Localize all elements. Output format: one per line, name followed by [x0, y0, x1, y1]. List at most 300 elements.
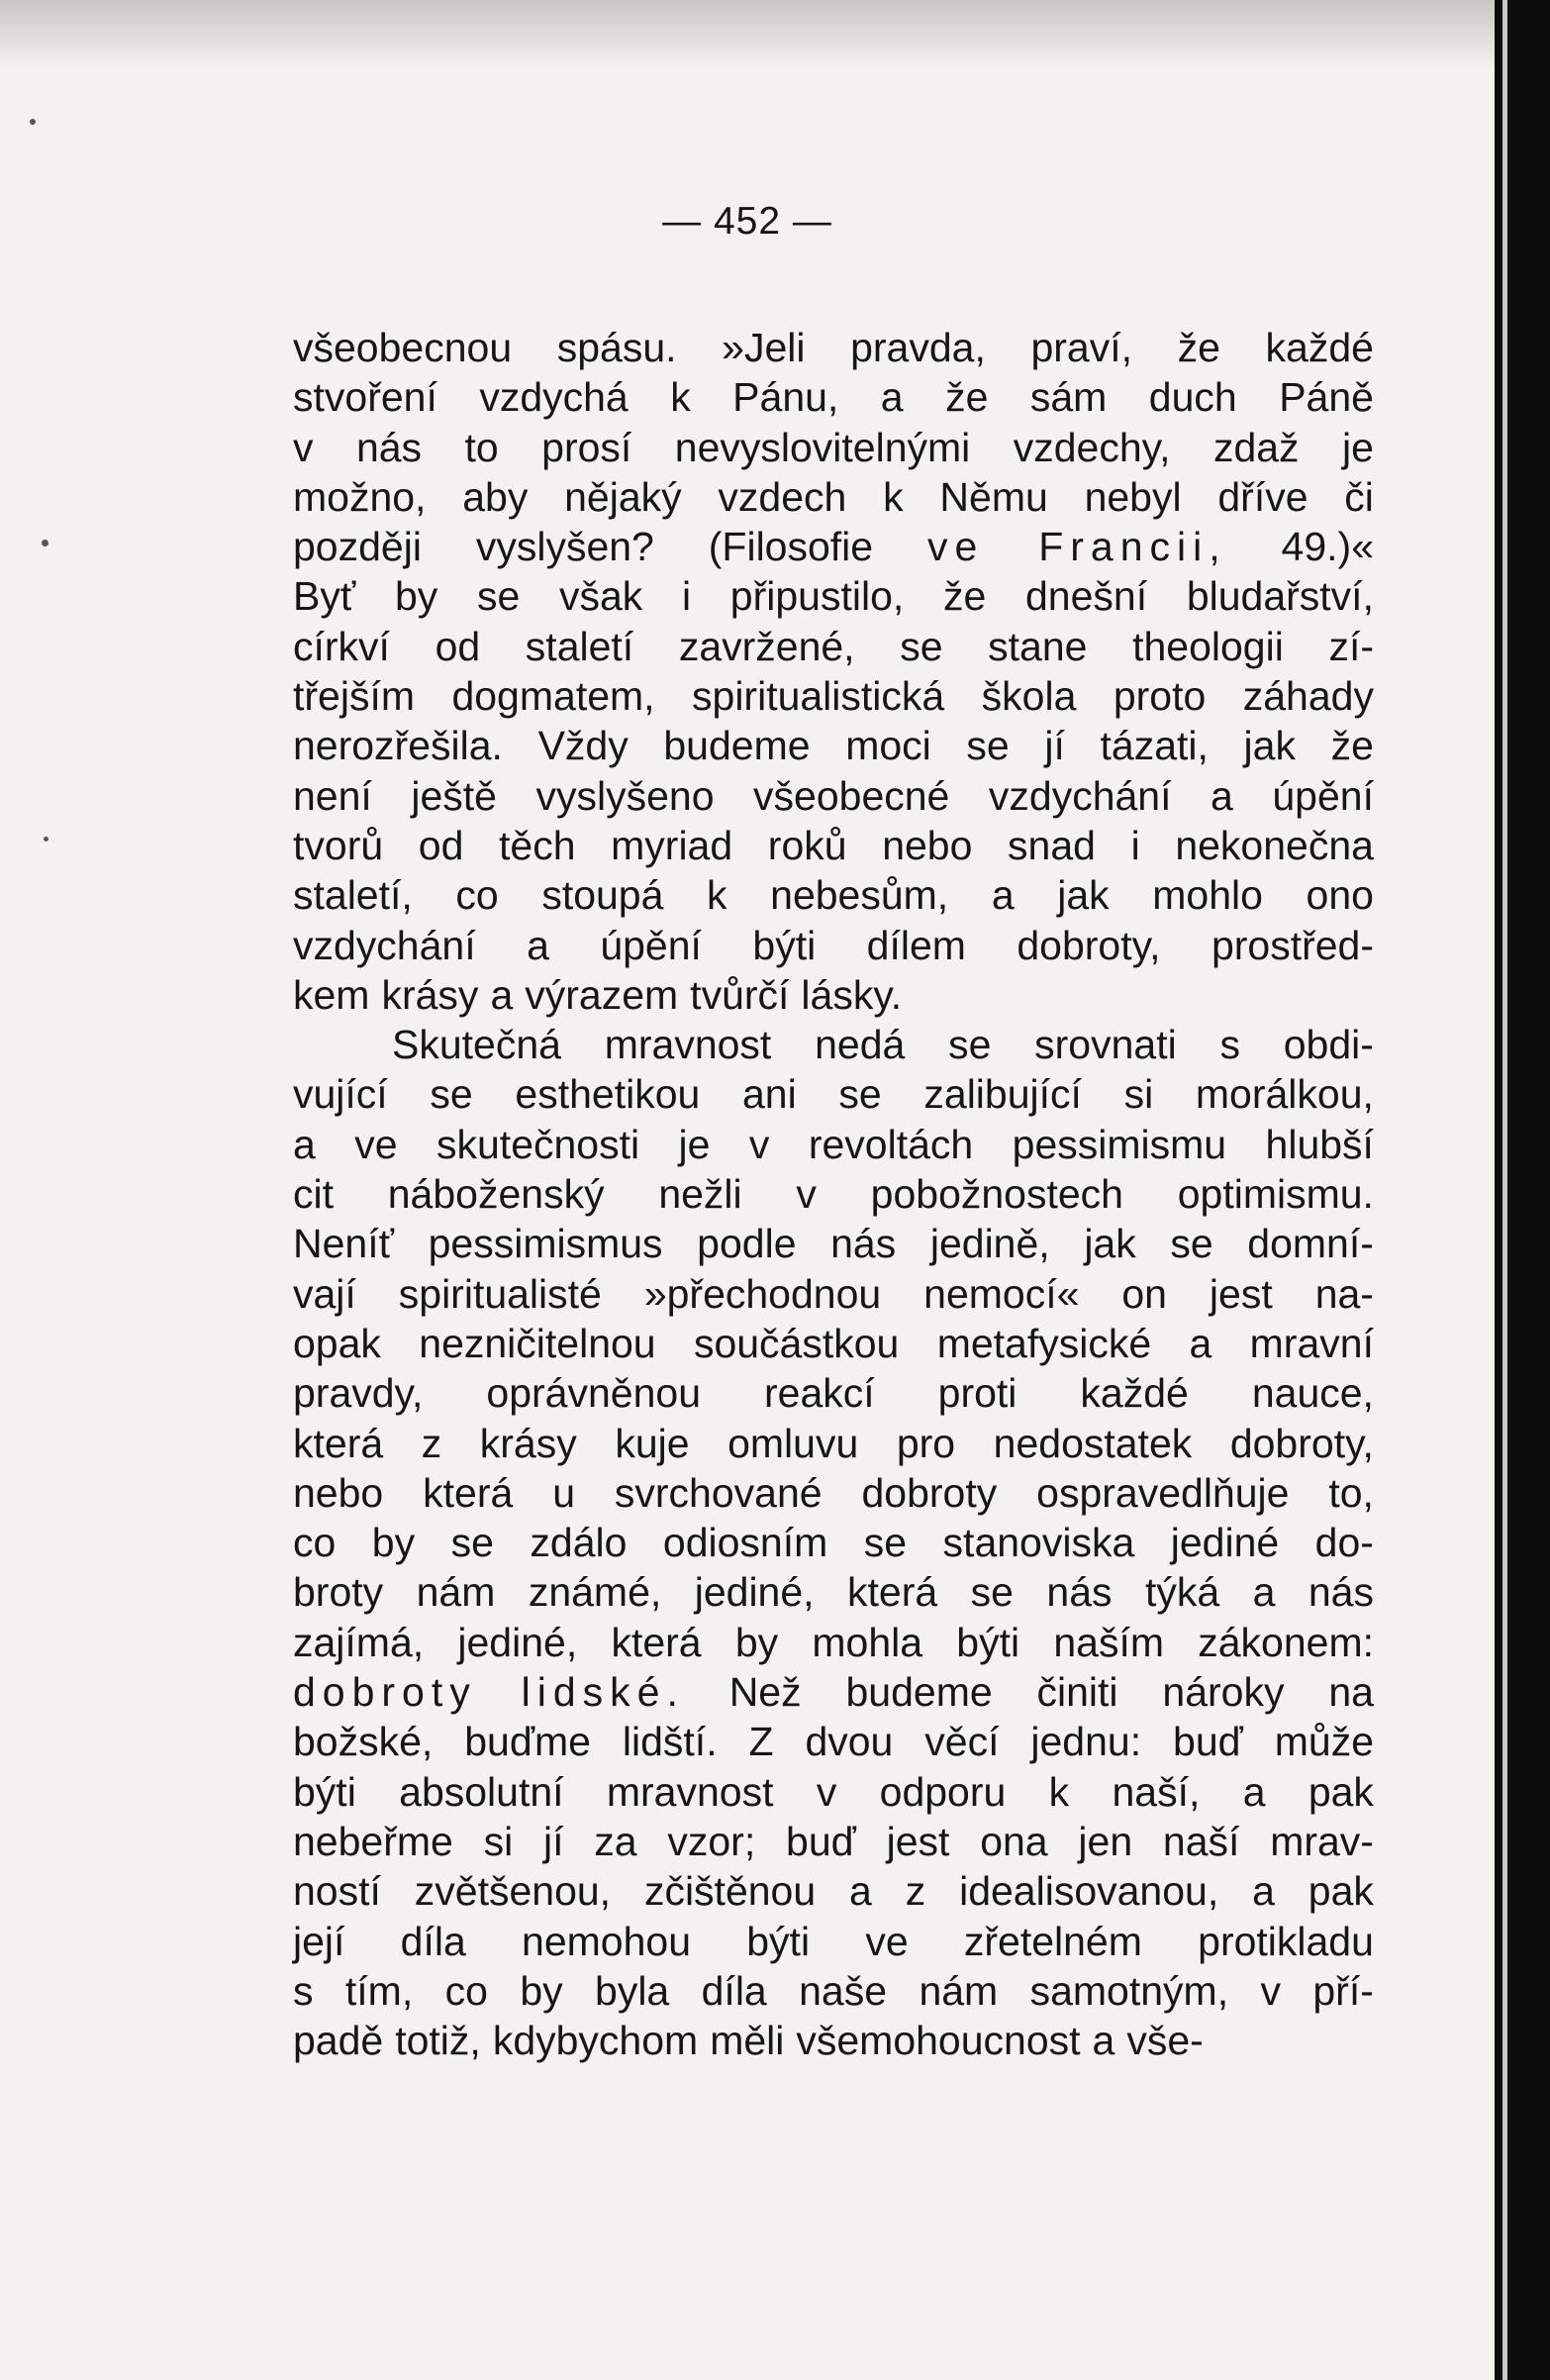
word: revoltách — [808, 1121, 974, 1167]
word: nevyslovitelnými — [674, 424, 971, 470]
word: mrav- — [1270, 1818, 1374, 1864]
word: Byť — [293, 573, 356, 620]
word: zčištěnou — [643, 1868, 817, 1915]
word: pessimismus — [428, 1221, 663, 1267]
word: díla — [701, 1967, 767, 2014]
word: a — [880, 374, 904, 421]
word: Pánu, — [732, 374, 839, 421]
word: z — [905, 1868, 926, 1915]
word: vzor; — [667, 1818, 756, 1864]
word: možno, — [293, 473, 427, 520]
word: kuje — [615, 1420, 690, 1466]
word: mohla — [812, 1619, 923, 1665]
word: budeme — [845, 1669, 993, 1716]
word: dnešní — [1025, 573, 1148, 620]
word: býti — [752, 922, 817, 968]
word: jest — [886, 1818, 950, 1864]
word: škola — [981, 673, 1077, 720]
word: esthetikou — [515, 1071, 701, 1118]
word: stane — [988, 623, 1088, 669]
word: v — [1260, 1967, 1281, 2014]
word: úpění — [1272, 772, 1374, 819]
word: krásy — [479, 1420, 577, 1466]
word: církví — [293, 623, 390, 669]
word: ani — [741, 1071, 797, 1118]
text-line — [293, 1120, 1374, 1169]
text-line — [293, 1917, 1374, 1966]
text-line — [293, 1767, 1374, 1817]
text-line — [293, 1020, 1374, 1069]
word: se — [1170, 1221, 1213, 1267]
word: morálkou, — [1195, 1071, 1374, 1118]
text-line — [293, 1667, 1374, 1717]
word: opak — [293, 1320, 381, 1366]
word: tím, — [344, 1967, 414, 2014]
word: že — [945, 374, 989, 421]
word: byla — [595, 1967, 670, 2014]
word: k — [883, 473, 904, 520]
word: nějaký — [564, 473, 682, 520]
text-line — [293, 721, 1374, 770]
word: buď — [1173, 1719, 1243, 1765]
word: zřetelném — [963, 1918, 1142, 1964]
word: je — [678, 1121, 711, 1167]
word: stvoření — [293, 374, 437, 421]
word: v — [816, 1768, 837, 1815]
word: zvětšenou, — [414, 1868, 612, 1915]
word: ono — [1306, 872, 1374, 919]
word: by — [520, 1967, 563, 2014]
word: dvou — [805, 1719, 894, 1765]
word: odporu — [879, 1768, 1007, 1815]
word: spiritualisté — [398, 1270, 602, 1317]
word: vyslyšen? — [475, 524, 654, 570]
word: si — [483, 1818, 514, 1864]
word: vyslyšeno — [535, 772, 715, 819]
text-line — [293, 1219, 1374, 1268]
word: to — [464, 424, 499, 470]
word: úpění — [600, 922, 702, 968]
word: pro — [896, 1420, 956, 1466]
word: se — [970, 1569, 1014, 1616]
word: k — [1048, 1768, 1070, 1815]
word: jediné, — [457, 1619, 578, 1665]
word: nás — [1308, 1569, 1374, 1616]
word: nebo — [293, 1469, 384, 1516]
word: zí- — [1328, 623, 1374, 669]
word: roků — [767, 822, 847, 868]
word: staletí — [525, 623, 634, 669]
word: vující — [293, 1071, 388, 1118]
word: nebo — [882, 822, 973, 868]
word: nás — [1046, 1569, 1113, 1616]
word: v — [293, 424, 314, 470]
word: budeme — [663, 723, 811, 769]
word: Páně — [1279, 374, 1374, 421]
word: mohlo — [1152, 872, 1263, 919]
word: co — [444, 1967, 488, 2014]
word: zajímá, — [293, 1619, 425, 1665]
word: pak — [1308, 1768, 1374, 1815]
word: myriad — [611, 822, 733, 868]
word: nemocí« — [923, 1270, 1080, 1317]
word: idealisovanou, — [959, 1868, 1219, 1915]
word: týká — [1144, 1569, 1220, 1616]
word: jak — [1243, 723, 1296, 769]
text-line — [293, 1468, 1374, 1518]
word: mravnost — [606, 1768, 774, 1815]
text-line — [293, 323, 1374, 372]
word: by — [734, 1619, 779, 1665]
text-line — [293, 1966, 1374, 2016]
word: tvorů — [293, 822, 384, 868]
word: všeobecné — [753, 772, 950, 819]
word: dobroty, — [1229, 1420, 1374, 1466]
word: ve — [927, 524, 985, 570]
word: známé, — [528, 1569, 662, 1616]
word: (Filosofie — [708, 524, 874, 570]
word: obdi- — [1283, 1022, 1374, 1068]
text-line — [293, 1169, 1374, 1219]
word: spásu. — [556, 325, 677, 370]
word: Vždy — [537, 723, 629, 769]
word: vzdychá — [479, 374, 629, 421]
word: duch — [1148, 374, 1237, 421]
word: se — [966, 723, 1010, 769]
word: naším — [1053, 1619, 1164, 1665]
word: a — [1242, 1768, 1266, 1815]
word: může — [1274, 1719, 1374, 1765]
word: dobroty — [293, 1669, 477, 1716]
word: padě — [293, 2018, 384, 2064]
word: jí — [1044, 723, 1065, 769]
word: dílem — [866, 922, 966, 968]
word: praví, — [1030, 325, 1133, 370]
word: záhady — [1242, 673, 1374, 720]
word: a — [1211, 772, 1233, 819]
word: připustilo, — [729, 573, 905, 620]
word: aby — [462, 473, 529, 520]
word: broty — [293, 1569, 384, 1616]
word: její — [293, 1918, 345, 1964]
word: naší — [1162, 1818, 1240, 1864]
word: nauce, — [1251, 1370, 1374, 1417]
word: v — [796, 1171, 817, 1218]
word: a — [1252, 1868, 1275, 1915]
word: všemohoucnost — [796, 2018, 1081, 2064]
text-line — [293, 372, 1374, 422]
word: nežli — [658, 1171, 742, 1218]
word: hlubší — [1265, 1121, 1374, 1167]
word: každé — [1080, 1370, 1189, 1417]
word: prosí — [541, 424, 632, 470]
word: později — [293, 524, 422, 570]
word: tvůrčí — [690, 971, 790, 1018]
text-line — [293, 671, 1374, 721]
word: od — [418, 822, 464, 868]
word: Němu — [939, 473, 1048, 520]
text-line — [293, 1817, 1374, 1866]
word: u — [552, 1469, 575, 1516]
word: ona — [980, 1818, 1048, 1864]
word: buďme — [464, 1719, 591, 1765]
word: nezničitelnou — [419, 1320, 656, 1366]
word: nerozřešila. — [293, 723, 503, 769]
word: oprávněnou — [486, 1370, 701, 1417]
word: i — [681, 573, 692, 620]
word: jak — [1084, 1221, 1136, 1267]
word: »přechodnou — [643, 1270, 882, 1317]
word: od — [435, 623, 481, 669]
text-line — [293, 423, 1374, 472]
word: se — [948, 1022, 992, 1068]
word: třejším — [293, 673, 415, 720]
word: lidské. — [521, 1669, 685, 1716]
word: výrazem — [525, 971, 679, 1018]
word: lidští. — [622, 1719, 718, 1765]
word: nebyl — [1084, 473, 1182, 520]
word: nedá — [815, 1022, 906, 1068]
word: dobroty, — [1017, 922, 1161, 968]
word: se — [838, 1071, 882, 1118]
word: »Jeli — [722, 325, 806, 370]
word: součástkou — [693, 1320, 900, 1366]
word: srovnati — [1034, 1022, 1177, 1068]
word: či — [1344, 473, 1374, 520]
word: jest — [1209, 1270, 1273, 1317]
word: absolutní — [399, 1768, 564, 1815]
word: se — [430, 1071, 473, 1118]
text-line — [293, 1319, 1374, 1368]
word: tázati, — [1100, 723, 1209, 769]
word: vzdech — [718, 473, 847, 520]
word: z — [421, 1420, 442, 1466]
word: odiosním — [662, 1520, 828, 1566]
word: býti — [293, 1768, 356, 1815]
word: cit — [293, 1171, 334, 1218]
word: vše- — [1126, 2018, 1204, 2064]
word: Neníť — [293, 1221, 394, 1267]
word: prostřed- — [1211, 922, 1374, 968]
word: se — [900, 623, 943, 669]
scan-speck — [42, 540, 48, 546]
word: vzdychání — [988, 772, 1172, 819]
word: buď — [786, 1818, 856, 1864]
word: ve — [865, 1918, 909, 1964]
word: a — [1252, 1569, 1276, 1616]
text-line — [293, 1518, 1374, 1567]
word: Než — [728, 1669, 802, 1716]
word: mravní — [1249, 1320, 1374, 1366]
word: jediné — [1170, 1520, 1280, 1566]
word: theologii — [1132, 623, 1284, 669]
word: pravda, — [850, 325, 986, 370]
word: Z — [748, 1719, 774, 1765]
word: co — [455, 872, 499, 919]
word: zákonem: — [1198, 1619, 1374, 1665]
word: co — [293, 1520, 337, 1566]
word: samotným, — [1029, 1967, 1229, 2014]
word: vají — [293, 1270, 356, 1317]
word: však — [558, 573, 643, 620]
text-line — [293, 1269, 1374, 1319]
word: optimismu. — [1177, 1171, 1374, 1218]
text-line — [293, 1866, 1374, 1916]
word: náboženský — [387, 1171, 605, 1218]
word: svrchované — [614, 1469, 823, 1516]
word: naší, — [1112, 1768, 1201, 1815]
word: která — [847, 1569, 938, 1616]
book-binding-edge — [1495, 0, 1550, 2380]
word: skutečnosti — [436, 1121, 640, 1167]
word: která — [611, 1619, 702, 1665]
word: všeobecnou — [293, 325, 513, 370]
word: ností — [293, 1868, 381, 1915]
text-line — [293, 622, 1374, 671]
word: se — [450, 1520, 494, 1566]
word: stoupá — [541, 872, 664, 919]
word: ospravedlňuje — [1036, 1469, 1290, 1516]
word: nám — [919, 1967, 999, 2014]
word: staletí, — [293, 872, 413, 919]
word: reakcí — [764, 1370, 875, 1417]
word: pessimismu — [1012, 1121, 1227, 1167]
text-line — [293, 1618, 1374, 1667]
word: býti — [956, 1619, 1020, 1665]
page-number: — 452 — — [662, 200, 832, 243]
word: pří- — [1312, 1967, 1374, 2014]
word: protikladu — [1198, 1918, 1374, 1964]
word: Skutečná — [392, 1022, 561, 1068]
word: že — [942, 573, 987, 620]
word: se — [863, 1520, 908, 1566]
word: kem — [293, 971, 370, 1018]
word: by — [371, 1520, 416, 1566]
text-line — [293, 2016, 1374, 2065]
word: nekonečna — [1175, 822, 1374, 868]
word: na — [1328, 1669, 1374, 1716]
text-line — [293, 771, 1374, 821]
word: dříve — [1217, 473, 1308, 520]
word: zdálo — [530, 1520, 628, 1566]
word: mravnost — [604, 1022, 772, 1068]
word: proto — [1113, 673, 1207, 720]
word: s — [293, 1967, 314, 2014]
word: nedostatek — [993, 1420, 1193, 1466]
word: si — [1123, 1071, 1154, 1118]
word: jí — [543, 1818, 564, 1864]
word: nemohou — [522, 1918, 691, 1964]
word: domní- — [1247, 1221, 1374, 1267]
word: a — [1092, 2018, 1115, 2064]
text-line — [293, 472, 1374, 522]
word: proti — [937, 1370, 1017, 1417]
word: že — [1177, 325, 1220, 370]
word: v — [748, 1121, 770, 1167]
word: a — [490, 971, 514, 1018]
word: k — [707, 872, 727, 919]
word: nároky — [1162, 1669, 1285, 1716]
word: k — [670, 374, 691, 421]
word: jak — [1057, 872, 1110, 919]
word: to, — [1328, 1469, 1374, 1516]
word: dobroty — [861, 1469, 998, 1516]
scan-speck — [30, 119, 36, 125]
word: s — [1219, 1022, 1240, 1068]
text-line — [293, 1069, 1374, 1119]
word: se — [476, 573, 521, 620]
word: dogmatem, — [451, 673, 655, 720]
scan-shadow — [0, 0, 1495, 69]
word: totiž, — [395, 2018, 481, 2064]
word: spiritualistická — [692, 673, 945, 720]
word: zdaž — [1212, 424, 1300, 470]
word: 49.)« — [1281, 524, 1374, 570]
word: i — [1130, 822, 1140, 868]
word: omluvu — [727, 1420, 859, 1466]
word: metafysické — [936, 1320, 1152, 1366]
text-line — [293, 870, 1374, 920]
word: nebesům, — [770, 872, 949, 919]
word: zalibující — [923, 1071, 1082, 1118]
word: moci — [845, 723, 931, 769]
word: do- — [1314, 1520, 1374, 1566]
word: zavržené, — [678, 623, 855, 669]
text-line — [293, 522, 1374, 571]
text-line — [293, 1717, 1374, 1766]
word: by — [394, 573, 438, 620]
text-line — [293, 571, 1374, 621]
word: měli — [710, 2018, 785, 2064]
text-line — [293, 921, 1374, 970]
word: Francii, — [1038, 524, 1227, 570]
word: jen — [1078, 1818, 1133, 1864]
word: podle — [697, 1221, 797, 1267]
word: že — [1330, 723, 1374, 769]
word: a — [1189, 1320, 1212, 1366]
word: naše — [799, 1967, 888, 2014]
word: jednu: — [1030, 1719, 1142, 1765]
word: pravdy, — [293, 1370, 424, 1417]
scan-speck — [44, 837, 48, 842]
word: božské, — [293, 1719, 434, 1765]
word: a — [849, 1868, 872, 1915]
word: nebeřme — [293, 1818, 453, 1864]
word: ještě — [411, 772, 497, 819]
word: díla — [400, 1918, 466, 1964]
word: nám — [416, 1569, 496, 1616]
word: věcí — [924, 1719, 1000, 1765]
word: není — [293, 772, 372, 819]
word: jedině, — [929, 1221, 1050, 1267]
word: bludařství, — [1186, 573, 1374, 620]
text-line — [293, 1419, 1374, 1468]
word: ve — [354, 1121, 398, 1167]
word: vzdechy, — [1013, 424, 1171, 470]
word: a — [293, 1121, 316, 1167]
word: snad — [1008, 822, 1096, 868]
text-line — [293, 1368, 1374, 1418]
word: krásy — [381, 971, 479, 1018]
text-line — [293, 1567, 1374, 1617]
word: lásky. — [801, 971, 903, 1018]
word: kdybychom — [492, 2018, 699, 2064]
word: jediné, — [694, 1569, 815, 1616]
text-line — [293, 970, 1374, 1020]
word: býti — [746, 1918, 811, 1964]
text-line — [293, 821, 1374, 870]
word: za — [594, 1818, 637, 1864]
